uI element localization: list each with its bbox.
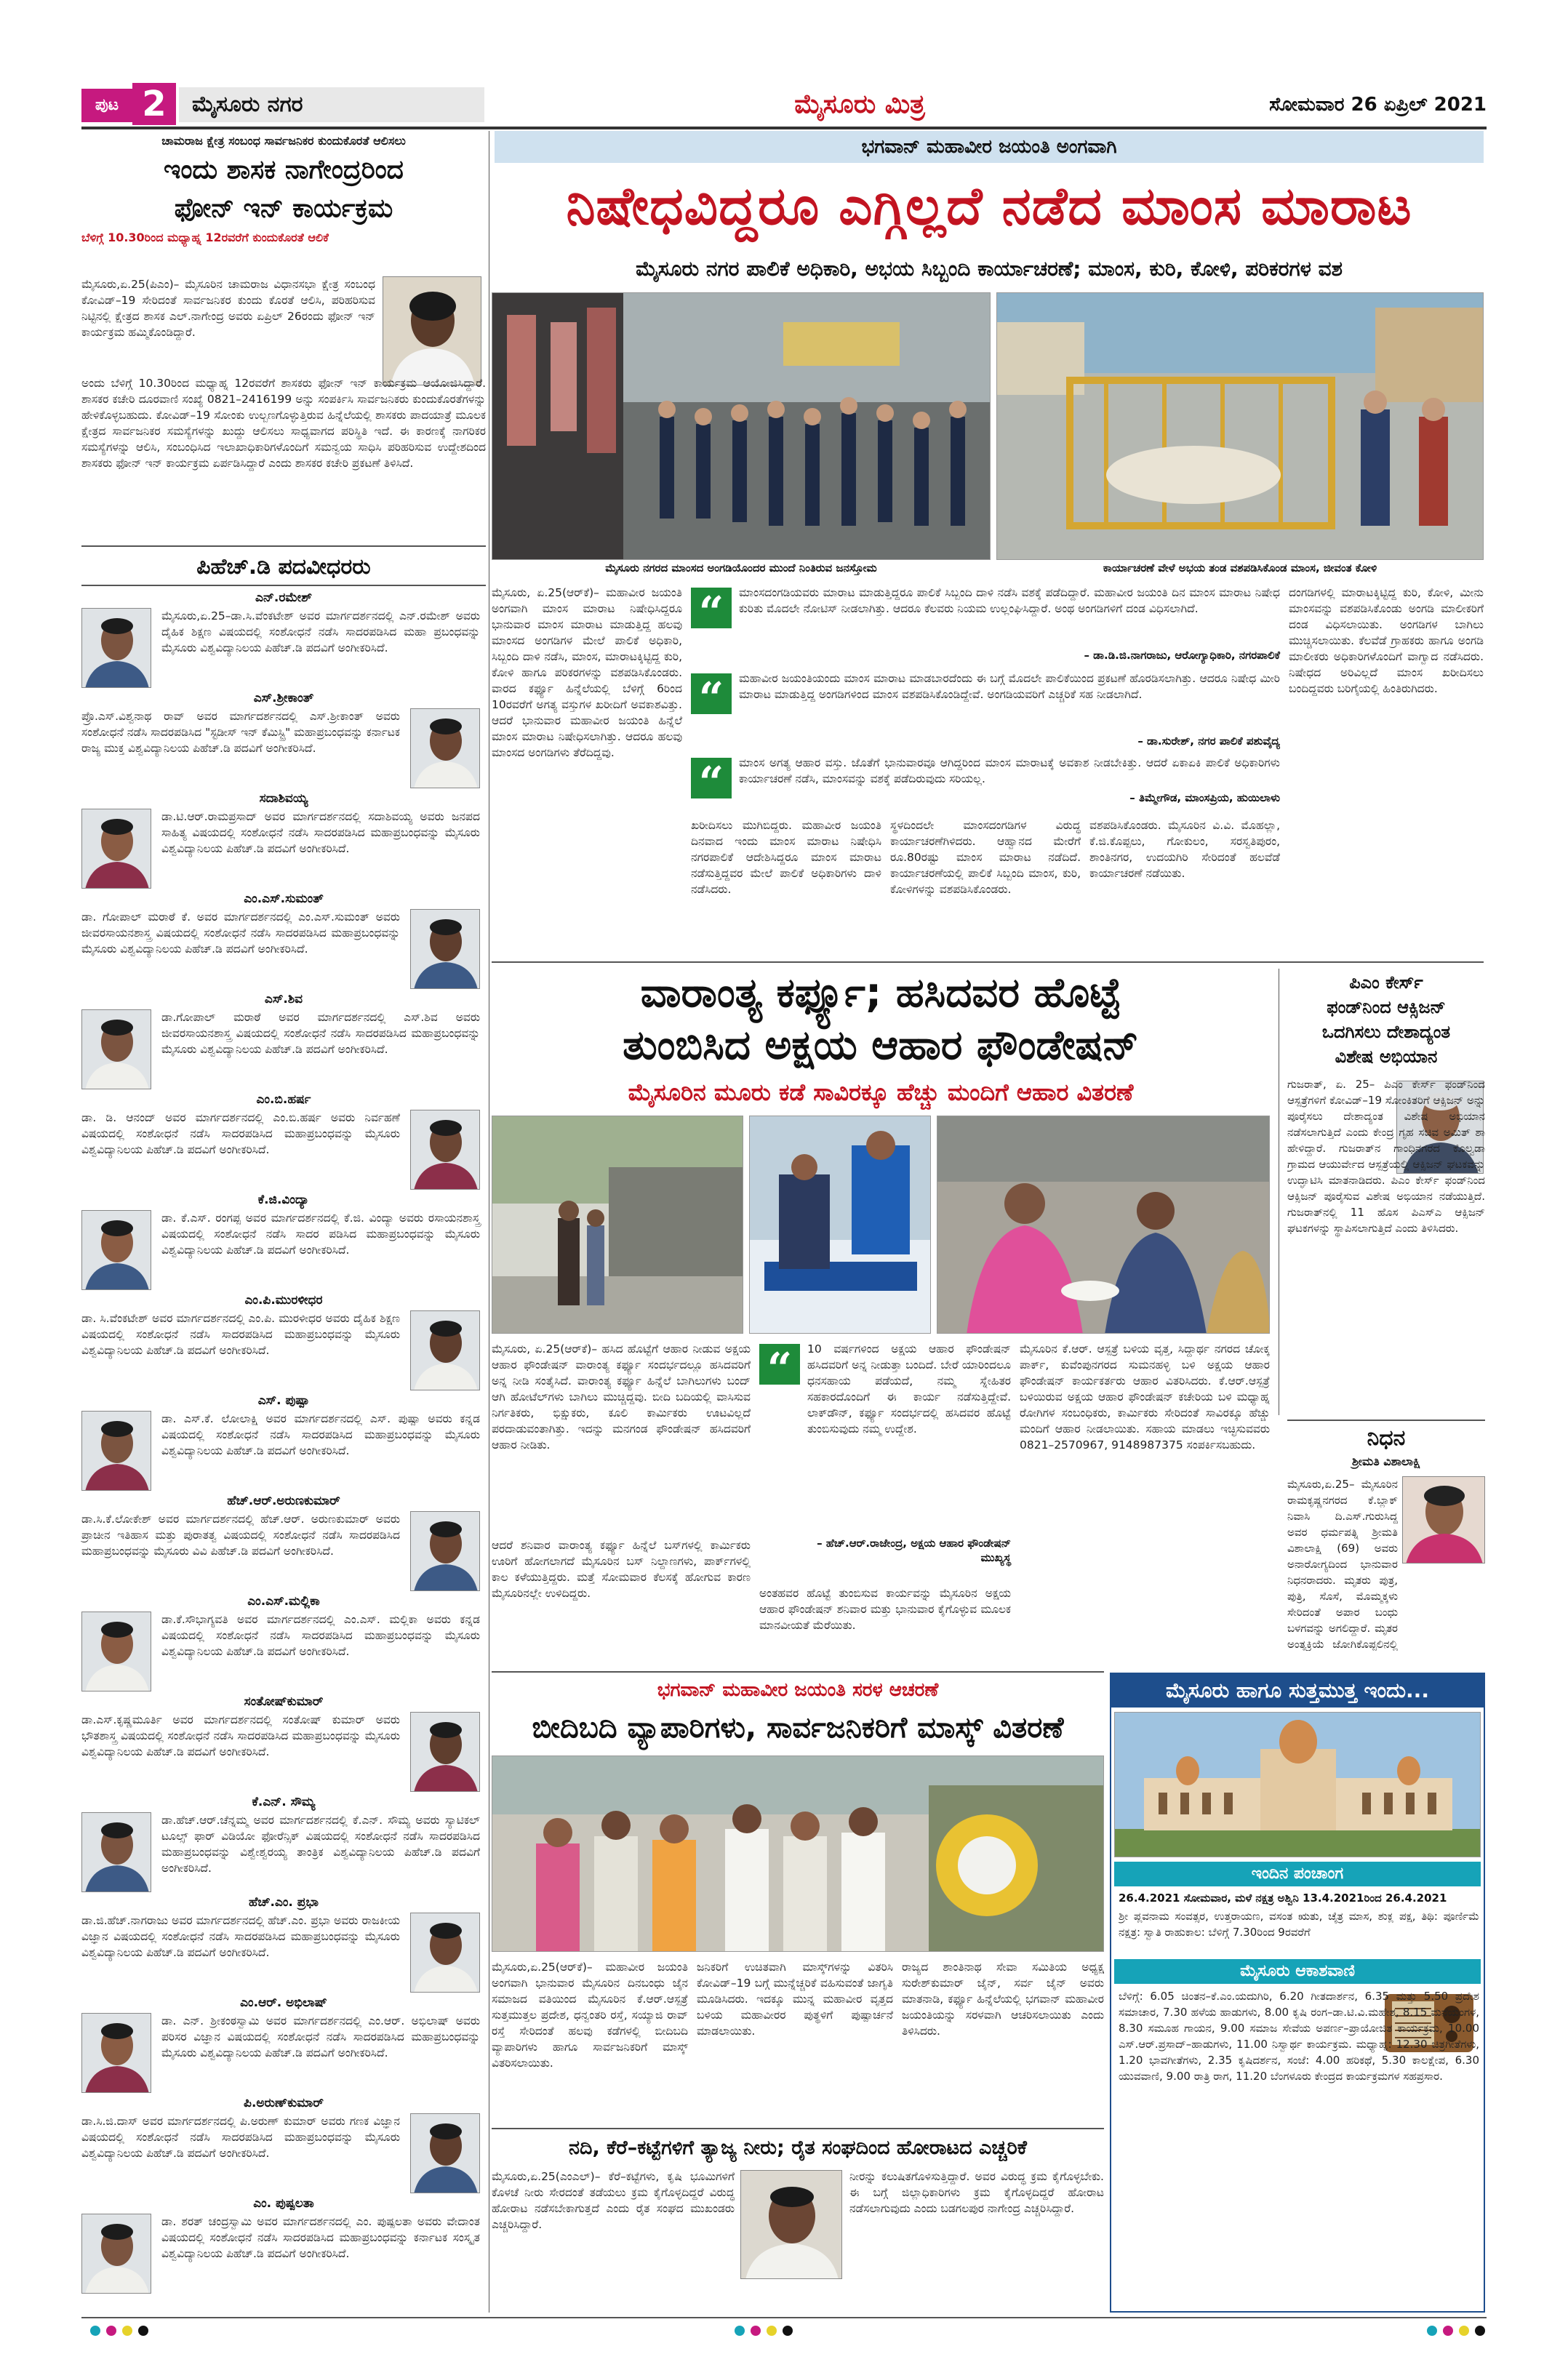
phd-profile-photo <box>410 909 480 989</box>
phd-profile-name: ಪಿ.ಅರುಣ್‌ಕುಮಾರ್ <box>244 2096 324 2110</box>
registration-dot <box>783 2326 793 2336</box>
phd-profile-name: ಕೆ.ಜಿ.ವಿಂದ್ಯಾ <box>257 1193 310 1207</box>
akshaya-col1: ಮೈಸೂರು, ಏ.25(ಆರ್‌ಕೆ)– ಹಸಿದ ಹೊಟ್ಟೆಗೆ ಆಹಾರ ನೀಡುವ ಅಕ್ಷಯ ಆಹಾರ ಫೌಂಡೇಷನ್ ವಾರಾಂತ್ಯ ಕರ್ಫ್ಯೂ ಸಂದರ್ಭದಲ್ಲೂ ಹಸಿದವರಿಗೆ ಅನ್ನ ನೀಡಿ ಸಂತೈಸಿದೆ. ವಾರಾಂತ್ಯ ಕರ್ಫ್ಯೂ ಹಿನ್ನೆಲೆ ಬಾಗಿಲುಗಳು ಬಂದ್ ಆಗಿ ಹೋಟೆಲ್‌ಗಳು ಬಾಗಿಲು ಮುಚ್ಚಿದ್ದವು. ಬೀದಿ ಬದಿಯಲ್ಲಿ ವಾಸಿಸುವ ನಿರ್ಗತಿಕರು, ಭಿಕ್ಷುಕರು, ಕೂಲಿ ಕಾರ್ಮಿಕರು ಊಟವಿಲ್ಲದೆ ಪರದಾಡುವಂತಾಗಿತ್ತು. ಇದನ್ನು ಮನಗಂಡ ಫೌಂಡೇಷನ್ ಹಸಿದವರಿಗೆ ಆಹಾರ ನೀಡಿತು. <box>492 1342 751 1452</box>
phd-profile <box>81 1193 486 1258</box>
phd-profile-body: ಡಾ.ಕೆ.ಸೌಭಾಗ್ಯವತಿ ಅವರ ಮಾರ್ಗದರ್ಶನದಲ್ಲಿ ಎಂ.ಎಸ್. ಮಲ್ಲಿಕಾ ಅವರು ಕನ್ನಡ ವಿಷಯದಲ್ಲಿ ಸಂಶೋಧನೆ ನಡೆಸಿ ಸಾದರಪಡಿಸಿದ ಮಹಾಪ್ರಬಂಧವನ್ನು ಮೈಸೂರು ವಿಶ್ವವಿದ್ಯಾನಿಲಯ ಪಿಹೆಚ್.ಡಿ ಪದವಿಗೆ ಅಂಗೀಕರಿಸಿದೆ. <box>161 1613 480 1658</box>
phonein-head2: ಫೋನ್ ಇನ್ ಕಾರ್ಯಕ್ರಮ <box>174 193 393 223</box>
phd-profile-body: ಡಾ.ಎಸ್.ಕೃಷ್ಣಮೂರ್ತಿ ಅವರ ಮಾರ್ಗದರ್ಶನದಲ್ಲಿ ಸಂತೋಷ್ ಕುಮಾರ್ ಅವರು ಭೌತಶಾಸ್ತ್ರ ವಿಷಯದಲ್ಲಿ ಸಂಶೋಧನೆ ನಡೆಸಿ ಸಾದರಪಡಿಸಿದ ಮಹಾಪ್ರಬಂಧವನ್ನು ಮೈಸೂರು ವಿಶ್ವವಿದ್ಯಾನಿಲಯ ಪಿಹೆಚ್.ಡಿ ಪದವಿಗೆ ಅಂಗೀಕರಿಸಿದೆ. <box>81 1713 400 1758</box>
akshaya-subhead: ಮೈಸೂರಿನ ಮೂರು ಕಡೆ ಸಾವಿರಕ್ಕೂ ಹೆಚ್ಚು ಮಂದಿಗೆ ಆಹಾರ ವಿತರಣೆ <box>628 1078 1134 1106</box>
masthead-rule <box>81 127 1487 129</box>
phd-profile-name: ಎನ್.ರಮೇಶ್ <box>255 590 312 605</box>
lead-caption-right: ಕಾರ್ಯಾಚರಣೆ ವೇಳೆ ಅಭಯ ತಂಡ ವಶಪಡಿಸಿಕೊಂಡ ಮಾಂಸ, ಜೀವಂತ ಕೋಳಿ <box>1103 561 1377 575</box>
lake-headline: ನದಿ, ಕೆರೆ–ಕಟ್ಟೆಗಳಿಗೆ ತ್ಯಾಜ್ಯ ನೀರು; ರೈತ ಸಂಘದಿಂದ ಹೋರಾಟದ ಎಚ್ಚರಿಕೆ <box>569 2137 1027 2159</box>
lead-quote2: ಮಹಾವೀರ ಜಯಂತಿಯಂದು ಮಾಂಸ ಮಾರಾಟ ಮಾಡಬಾರದೆಂದು ಈ ಬಗ್ಗೆ ಮೊದಲೇ ಪಾಲಿಕೆಯಿಂದ ಪ್ರಕಟಣೆ ಹೊರಡಿಸಲಾಗಿತ್ತು. ಆದರೂ ನಿಷೇಧ ಮೀರಿ ಮಾರಾಟ ಮಾಡುತ್ತಿದ್ದ ಅಂಗಡಿಗಳಿಂದ ಮಾಂಸ ವಶಪಡಿಸಿಕೊಂಡಿದ್ದೇವೆ. ಅಂಗಡಿಯವರಿಗೆ ಎಚ್ಚರಿಕೆ ಸಹ ನೀಡಲಾಗಿದೆ. <box>739 672 1280 701</box>
akshaya-quote-box <box>759 1341 1011 1581</box>
lead-subhead: ಮೈಸೂರು ನಗರ ಪಾಲಿಕೆ ಅಧಿಕಾರಿ, ಅಭಯ ಸಿಬ್ಬಂದಿ ಕಾರ್ಯಾಚರಣೆ; ಮಾಂಸ, ಕುರಿ, ಕೋಳಿ, ಪರಿಕರಗಳ ವಶ <box>636 257 1343 281</box>
akshaya-quote: 10 ವರ್ಷಗಳಿಂದ ಅಕ್ಷಯ ಆಹಾರ ಫೌಂಡೇಷನ್ ಹಸಿದವರಿಗೆ ಅನ್ನ ನೀಡುತ್ತಾ ಬಂದಿದೆ. ಬೇರೆ ಯಾರಿಂದಲೂ ಧನಸಹಾಯ ಪಡೆಯದೆ, ನಮ್ಮ ಸ್ನೇಹಿತರ ಸಹಕಾರದೊಂದಿಗೆ ಈ ಕಾರ್ಯ ನಡೆಸುತ್ತಿದ್ದೇವೆ. ಲಾಕ್‌ಡೌನ್, ಕರ್ಫ್ಯೂ ಸಂದರ್ಭದಲ್ಲಿ ಹಸಿದವರ ಹೊಟ್ಟೆ ತುಂಬಿಸುವುದು ನಮ್ಮ ಉದ್ದೇಶ. <box>807 1342 1011 1436</box>
pm-cares-box <box>1287 970 1485 1414</box>
phd-profile <box>81 1594 486 1660</box>
lead-quote3: ಮಾಂಸ ಅಗತ್ಯ ಆಹಾರ ವಸ್ತು. ಜೊತೆಗೆ ಭಾನುವಾರವೂ ಆಗಿದ್ದರಿಂದ ಮಾಂಸ ಮಾರಾಟಕ್ಕೆ ಅವಕಾಶ ನೀಡಬೇಕಿತ್ತು. ಆದರೆ ಏಕಾಏಕಿ ಪಾಲಿಕೆ ಅಧಿಕಾರಿಗಳು ಕಾರ್ಯಾಚರಣೆ ನಡೆಸಿ, ಮಾಂಸವನ್ನು ವಶಕ್ಕೆ ಪಡೆದಿರುವುದು ಸರಿಯಲ್ಲ. <box>739 756 1280 785</box>
akshaya-col4: ಮೈಸೂರಿನ ಕೆ.ಆರ್. ಆಸ್ಪತ್ರೆ ಬಳಿಯ ವೃತ್ತ, ಸಿದ್ದಾರ್ಥ ನಗರದ ಚೋಕ್ಕ ಪಾರ್ಕ್, ಕುವೆಂಪುನಗರದ ಸುಮನಹಳ್ಳಿ ಬಳಿ ಅಕ್ಷಯ ಆಹಾರ ಫೌಂಡೇಷನ್ ಕಾರ್ಯಕರ್ತರು ಆಹಾರ ವಿತರಿಸಿದರು. ಕೆ.ಆರ್.ಆಸ್ಪತ್ರೆ ಬಳಿಯಿರುವ ಅಕ್ಷಯ ಆಹಾರ ಫೌಂಡೇಷನ್ ಕಚೇರಿಯ ಬಳಿ ಮಧ್ಯಾಹ್ನ ರೋಗಿಗಳ ಸಂಬಂಧಿಕರು, ಕಾರ್ಮಿಕರು ಸೇರಿದಂತೆ ಸಾವಿರಕ್ಕೂ ಹೆಚ್ಚು ಮಂದಿಗೆ ಆಹಾರ ನೀಡಲಾಯಿತು. ಸಹಾಯ ಮಾಡಲು ಇಚ್ಛಿಸುವವರು 0821–2570967, 9148987375 ಸಂಪರ್ಕಿಸಬಹುದು. <box>1020 1342 1270 1452</box>
registration-dot <box>1427 2326 1437 2336</box>
radio-title: ಮೈಸೂರು ಆಕಾಶವಾಣಿ <box>1114 1959 1481 1984</box>
akshaya-head2: ತುಂಬಿಸಿದ ಅಕ್ಷಯ ಆಹಾರ ಫೌಂಡೇಷನ್ <box>623 1022 1139 1069</box>
page-number: 2 <box>132 83 176 125</box>
bottom-rule <box>81 2317 1487 2318</box>
masthead <box>81 83 1487 125</box>
phd-profile-photo <box>410 1511 480 1591</box>
obit-top-rule <box>1287 1420 1485 1421</box>
palace-photo <box>1114 1712 1481 1857</box>
phonein-body1: ಮೈಸೂರು,ಏ.25(ಪಿಎಂ)– ಮೈಸೂರಿನ ಚಾಮರಾಜ ವಿಧಾನಸಭಾ ಕ್ಷೇತ್ರ ಸಂಬಂಧ ಕೋವಿಡ್–19 ಸೇರಿದಂತೆ ಸಾರ್ವಜನಿಕರ ಕುಂದು ಕೊರತೆ ಆಲಿಸಿ, ಪರಿಹರಿಸುವ ನಿಟ್ಟಿನಲ್ಲಿ ಕ್ಷೇತ್ರದ ಶಾಸಕ ಎಲ್.ನಾಗೇಂದ್ರ ಅವರು ಏಪ್ರಿಲ್ 26ರಂದು ಫೋನ್ ಇನ್ ಕಾರ್ಯಕ್ರಮ ಹಮ್ಮಿಕೊಂಡಿದ್ದಾರೆ. <box>81 278 375 339</box>
section-name: ಮೈಸೂರು ನಗರ <box>179 87 484 122</box>
lead-headline: ನಿಷೇಧವಿದ್ದರೂ ಎಗ್ಗಿಲ್ಲದೆ ನಡೆದ ಮಾಂಸ ಮಾರಾಟ <box>566 175 1412 236</box>
pm-cares-head3: ಒದಗಿಸಲು ದೇಶಾದ್ಯಂತ <box>1321 1022 1451 1042</box>
phd-profile <box>81 992 486 1057</box>
phd-profile-photo <box>410 1110 480 1190</box>
phd-profile-body: ಡಾ.ಸಿ.ಜಿ.ದಾಸ್ ಅವರ ಮಾರ್ಗದರ್ಶನದಲ್ಲಿ ಪಿ.ಅರುಣ್ ಕುಮಾರ್ ಅವರು ಗಣಕ ವಿಜ್ಞಾನ ವಿಷಯದಲ್ಲಿ ಸಂಶೋಧನೆ ನಡೆಸಿ ಸಾದರಪಡಿಸಿದ ಮಹಾಪ್ರಬಂಧವನ್ನು ಮೈಸೂರು ವಿಶ್ವವಿದ್ಯಾನಿಲಯ ಪಿಹೆಚ್.ಡಿ ಪದವಿಗೆ ಅಂಗೀಕರಿಸಿದೆ. <box>81 2115 400 2160</box>
phd-profile <box>81 1795 486 1876</box>
panchanga-title: ಇಂದಿನ ಪಂಚಾಂಗ <box>1114 1862 1481 1886</box>
lead-col-c: ಸ್ಥಳದಿಂದಲೇ ಮಾಂಸದಂಗಡಿಗಳ ವಿರುದ್ಧ ಕಾರ್ಯಾಚರಣೆಗಿಳಿದರು. ಆಹ್ವಾನದ ಮೇರೆಗೆ ರೂ.80ರಷ್ಟು ಮಾಂಸ ಮಾರಾಟ ನಡೆದಿದೆ. ಕಾರ್ಯಾಚರಣೆಯಲ್ಲಿ ಪಾಲಿಕೆ ಸಿಬ್ಬಂದಿ ಮಾಂಸ, ಕುರಿ, ಕೋಳಿಗಳನ್ನು ವಶಪಡಿಸಿಕೊಂಡರು. <box>890 819 1081 896</box>
phd-profile-name: ಹೆಚ್.ಆರ್.ಅರುಣಕುಮಾರ್ <box>227 1494 340 1508</box>
phd-profile-name: ಕೆ.ಎನ್. ಸೌಮ್ಯ <box>252 1795 316 1809</box>
registration-dot <box>1475 2326 1485 2336</box>
phd-profile-name: ಎಂ.ಪಿ.ಮುರಳೀಧರ <box>244 1293 323 1308</box>
phd-profile-name: ಎಂ.ಎಸ್.ಸುಮಂತ್ <box>244 892 324 906</box>
registration-dot <box>106 2326 116 2336</box>
akshaya-photo-2 <box>749 1116 931 1334</box>
phd-profile-photo <box>81 2013 151 2093</box>
akshaya-quote-by: – ಹೆಚ್.ಆರ್.ರಾಜೇಂದ್ರ, ಅಕ್ಷಯ ಆಹಾರ ಫೌಂಡೇಷನ್ ಮುಖ್ಯಸ್ಥ <box>817 1537 1011 1564</box>
phd-profile <box>81 2096 486 2161</box>
lead-caption-left: ಮೈಸೂರು ನಗರದ ಮಾಂಸದ ಅಂಗಡಿಯೊಂದರ ಮುಂದೆ ನಿಂತಿರುವ ಜನಸ್ತೋಮ <box>605 561 877 575</box>
phd-profile <box>81 1293 486 1358</box>
phd-profile-body: ಡಾ.ಟಿ.ಆರ್.ರಾಮಪ್ರಸಾದ್ ಅವರ ಮಾರ್ಗದರ್ಶನದಲ್ಲಿ ಸದಾಶಿವಯ್ಯ ಅವರು ಜನಪದ ಸಾಹಿತ್ಯ ವಿಷಯದಲ್ಲಿ ಸಂಶೋಧನೆ ನಡೆಸಿ ಸಾದರಪಡಿಸಿದ ಮಹಾಪ್ರಬಂಧವನ್ನು ಮೈಸೂರು ವಿಶ್ವವಿದ್ಯಾನಿಲಯ ಪಿಹೆಚ್.ಡಿ ಪದವಿಗೆ ಅಂಗೀಕರಿಸಿದೆ. <box>161 810 480 855</box>
phd-profile-name: ಸದಾಶಿವಯ್ಯ <box>259 791 308 806</box>
phd-profile-photo <box>81 1210 151 1290</box>
phd-profile <box>81 1895 486 1961</box>
phd-profile <box>81 1393 486 1459</box>
lead-photo-right <box>996 292 1484 560</box>
phd-profile <box>81 1092 486 1158</box>
lake-col1: ಮೈಸೂರು,ಏ.25(ಎಂಎಲ್)– ಕೆರೆ–ಕಟ್ಟೆಗಳು, ಕೃಷಿ ಭೂಮಿಗಳಿಗೆ ಕೊಳಚೆ ನೀರು ಸೇರದಂತೆ ತಡೆಯಲು ಕ್ರಮ ಕೈಗೊಳ್ಳದಿದ್ದರೆ ವಿರುದ್ಧ ಹೋರಾಟ ನಡೆಸಬೇಕಾಗುತ್ತದೆ ಎಂದು ರೈತ ಸಂಘದ ಮುಖಂಡರು ಎಚ್ಚರಿಸಿದ್ದಾರೆ. <box>492 2170 735 2231</box>
phd-profile-name: ಸಂತೋಷ್‌ಕುಮಾರ್ <box>244 1694 324 1709</box>
phonein-kicker: ಚಾಮರಾಜ ಕ್ಷೇತ್ರ ಸಂಬಂಧ ಸಾರ್ವಜನಿಕರ ಕುಂದುಕೊರತೆ ಆಲಿಸಲು <box>161 134 406 148</box>
page-label: ಪುಟ <box>81 89 132 122</box>
panchanga-date: 26.4.2021 ಸೋಮವಾರ, ಮಳೆ ನಕ್ಷತ್ರ ಅಶ್ವಿನಿ 13.4.2021ರಿಂದ 26.4.2021 <box>1119 1891 1447 1905</box>
phonein-body2: ಅಂದು ಬೆಳಿಗ್ಗೆ 10.30ರಿಂದ ಮಧ್ಯಾಹ್ನ 12ರವರೆಗೆ ಶಾಸಕರು ಫೋನ್ ಇನ್ ಕಾರ್ಯಕ್ರಮ ಆಯೋಜಿಸಿದ್ದಾರೆ. ಶಾಸಕರ ಕಚೇರಿ ದೂರವಾಣಿ ಸಂಖ್ಯೆ 0821–2416199 ಅನ್ನು ಸಂಪರ್ಕಿಸಿ ಸಾರ್ವಜನಿಕರು ಕುಂದುಕೊರತೆಗಳನ್ನು ಹೇಳಿಕೊಳ್ಳಬಹುದು. ಕೋವಿಡ್–19 ಸೋಂಕು ಉಲ್ಬಣಗೊಳ್ಳುತ್ತಿರುವ ಹಿನ್ನೆಲೆಯಲ್ಲಿ ಶಾಸಕರು ಪಾದಯಾತ್ರೆ ಮೂಲಕ ಕ್ಷೇತ್ರದ ಸಾರ್ವಜನಿಕರ ಸಮಸ್ಯೆಗಳನ್ನು ಖುದ್ದು ಆಲಿಸಲು ಸಾಧ್ಯವಾಗದ ಪರಿಸ್ಥಿತಿ ಇದೆ. ಈ ಕಾರಣಕ್ಕೆ ನಾಗರಿಕರ ಸಮಸ್ಯೆಗಳನ್ನು ಆಲಿಸಿ, ಸಂಬಂಧಿಸಿದ ಇಲಾಖಾಧಿಕಾರಿಗಳೊಂದಿಗೆ ಸಮನ್ವಯ ಸಾಧಿಸಿ ಪರಿಹರಿಸುವ ಉದ್ದೇಶದಿಂದ ಶಾಸಕರು ಫೋನ್ ಇನ್ ಕಾರ್ಯಕ್ರಮ ಏರ್ಪಡಿಸಿದ್ದಾರೆ ಎಂದು ಶಾಸಕರ ಕಚೇರಿ ಪ್ರಕಟಣೆ ತಿಳಿಸಿದೆ. <box>81 377 486 470</box>
masks-col2: ಜನಿಕರಿಗೆ ಉಚಿತವಾಗಿ ಮಾಸ್ಕ್‌ಗಳನ್ನು ವಿತರಿಸಿ ಕೋವಿಡ್–19 ಬಗ್ಗೆ ಮುನ್ನೆಚ್ಚರಿಕೆ ವಹಿಸುವಂತೆ ಜಾಗೃತಿ ಮೂಡಿಸಿದರು. ಇದಕ್ಕೂ ಮುನ್ನ ಮಹಾವೀರ ವೃತ್ತದ ಬಳಿಯ ಮಹಾವೀರರ ಪುತ್ಥಳಿಗೆ ಪುಷ್ಪಾರ್ಚನೆ ಮಾಡಲಾಯಿತು. <box>697 1961 893 2038</box>
phd-profile-photo <box>81 1812 151 1892</box>
lake-photo <box>740 2170 842 2279</box>
lead-col-d: ವಶಪಡಿಸಿಕೊಂಡರು. ಮೈಸೂರಿನ ವಿ.ವಿ. ಮೊಹಲ್ಲಾ, ಕೆ.ಜಿ.ಕೊಪ್ಪಲು, ಗೋಕುಲಂ, ಸರಸ್ವತಿಪುರಂ, ಶಾಂತಿನಗರ, ಉದಯಗಿರಿ ಸೇರಿದಂತೆ ಹಲವೆಡೆ ಕಾರ್ಯಾಚರಣೆ ನಡೆಯಿತು. <box>1089 819 1280 880</box>
masks-col3: ರಾಜ್ಯದ ಶಾಂತಿನಾಥ ಸೇವಾ ಸಮಿತಿಯ ಅಧ್ಯಕ್ಷ ಸುರೇಶ್‌ಕುಮಾರ್ ಜೈನ್, ಸರ್ವ ಜೈನ್ ಅವರು ಮಾತನಾಡಿ, ಕರ್ಫ್ಯೂ ಹಿನ್ನೆಲೆಯಲ್ಲಿ ಭಗವಾನ್ ಮಹಾವೀರ ಜಯಂತಿಯನ್ನು ಸರಳವಾಗಿ ಆಚರಿಸಲಾಯಿತು ಎಂದು ತಿಳಿಸಿದರು. <box>902 1961 1104 2038</box>
phd-profile-name: ಎಸ್.ಶ್ರೀಕಾಂತ್ <box>253 691 314 705</box>
akshaya-col2: ಆದರೆ ಶನಿವಾರ ವಾರಾಂತ್ಯ ಕರ್ಫ್ಯೂ ಹಿನ್ನೆಲೆ ಬಸ್‌ಗಳಲ್ಲಿ ಕಾರ್ಮಿಕರು ಊರಿಗೆ ಹೋಗಲಾಗದೆ ಮೈಸೂರಿನ ಬಸ್ ನಿಲ್ದಾಣಗಳು, ಪಾರ್ಕ್‌ಗಳಲ್ಲಿ ಕಾಲ ಕಳೆಯುತ್ತಿದ್ದರು. ಮತ್ತೆ ಸೋಮವಾರ ಕೆಲಸಕ್ಕೆ ಹೋಗುವ ಕಾರಣ ಮೈಸೂರಿನಲ್ಲೇ ಉಳಿದಿದ್ದರು. <box>492 1539 751 1600</box>
phd-profile-photo <box>410 2113 480 2193</box>
panchanga-body: ಶ್ರೀ ಪ್ಲವನಾಮ ಸಂವತ್ಸರ, ಉತ್ತರಾಯಣ, ವಸಂತ ಋತು, ಚೈತ್ರ ಮಾಸ, ಶುಕ್ಲ ಪಕ್ಷ, ತಿಥಿ: ಪೂರ್ಣಿಮೆ ನಕ್ಷತ್ರ: ಸ್ವಾತಿ ರಾಹುಕಾಲ: ಬೆಳಿಗ್ಗೆ 7.30ರಿಂದ 9ರವರೆಗೆ <box>1119 1910 1479 1939</box>
akshaya-photo-3 <box>937 1116 1270 1334</box>
pm-cares-body: ಗುಜರಾತ್, ಏ. 25– ಪಿಎಂ ಕೇರ್ಸ್ ಫಂಡ್‌ನಿಂದ ಆಸ್ಪತ್ರೆಗಳಿಗೆ ಕೋವಿಡ್–19 ಸೋಂಕಿತರಿಗೆ ಆಕ್ಸಿಜನ್ ಅನ್ನು ಪೂರೈಸಲು ದೇಶಾದ್ಯಂತ ವಿಶೇಷ ಅಭಿಯಾನ ನಡೆಸಲಾಗುತ್ತಿದೆ ಎಂದು ಕೇಂದ್ರ ಗೃಹ ಸಚಿವ ಅಮಿತ್ ಶಾ ಹೇಳಿದ್ದಾರೆ. ಗುಜರಾತ್‌ನ ಗಾಂಧಿನಗರದ ಕೊಲ್ವಡಾ ಗ್ರಾಮದ ಆಯುರ್ವೇದ ಆಸ್ಪತ್ರೆಯಲ್ಲಿ ಆಕ್ಸಿಜನ್ ಘಟಕವನ್ನು ಉದ್ಘಾಟಿಸಿ ಮಾತನಾಡಿದರು. ಪಿಎಂ ಕೇರ್ಸ್ ಫಂಡ್‌ನಿಂದ ಆಕ್ಸಿಜನ್ ಪೂರೈಸುವ ವಿಶೇಷ ಅಭಿಯಾನ ನಡೆಯುತ್ತಿದೆ. ಗುಜರಾತ್‌ನಲ್ಲಿ 11 ಹೊಸ ಪಿಎಸ್ಎ ಆಕ್ಸಿಜನ್ ಘಟಕಗಳನ್ನು ಸ್ಥಾಪಿಸಲಾಗುತ್ತಿದೆ ಎಂದು ತಿಳಿಸಿದರು. <box>1287 1078 1485 1235</box>
pm-cares-head4: ವಿಶೇಷ ಅಭಿಯಾನ <box>1335 1046 1438 1067</box>
today-box <box>1110 1673 1485 2313</box>
phd-profile-name: ಎಂ.ಬಿ.ಹರ್ಷ <box>256 1092 311 1107</box>
phd-profile-name: ಎಂ.ಎಸ್.ಮಲ್ಲಿಕಾ <box>247 1594 320 1609</box>
phd-profile-body: ಡಾ.ಸಿ.ಕೆ.ಲೋಕೇಶ್ ಅವರ ಮಾರ್ಗದರ್ಶನದಲ್ಲಿ ಹೆಚ್.ಆರ್. ಅರುಣಕುಮಾರ್ ಅವರು ಪ್ರಾಚೀನ ಇತಿಹಾಸ ಮತ್ತು ಪುರಾತತ್ವ ವಿಷಯದಲ್ಲಿ ಸಂಶೋಧನೆ ನಡೆಸಿ ಸಾದರಪಡಿಸಿದ ಮಹಾಪ್ರಬಂಧವನ್ನು ಮೈಸೂರು ವಿವಿ ಪಿಹೆಚ್.ಡಿ ಪದವಿಗೆ ಅಂಗೀಕರಿಸಿದೆ. <box>81 1513 400 1558</box>
phd-profile-body: ಡಾ. ಎಸ್.ಕೆ. ಲೋಲಾಕ್ಷಿ ಅವರ ಮಾರ್ಗದರ್ಶನದಲ್ಲಿ ಎಸ್. ಪುಷ್ಪಾ ಅವರು ಕನ್ನಡ ವಿಷಯದಲ್ಲಿ ಸಂಶೋಧನೆ ನಡೆಸಿ ಸಾದರಪಡಿಸಿದ ಮಹಾಪ್ರಬಂಧವನ್ನು ಮೈಸೂರು ವಿಶ್ವವಿದ್ಯಾನಿಲಯ ಪಿಹೆಚ್.ಡಿ ಪದವಿಗೆ ಅಂಗೀಕರಿಸಿದೆ. <box>161 1412 480 1457</box>
obit-title: ನಿಧನ <box>1367 1425 1406 1451</box>
lead-bottom-rule <box>492 961 1484 963</box>
lead-quote1: ಮಾಂಸದಂಗಡಿಯವರು ಮಾರಾಟ ಮಾಡುತ್ತಿದ್ದರೂ ಪಾಲಿಕೆ ಸಿಬ್ಬಂದಿ ದಾಳಿ ನಡೆಸಿ ವಶಕ್ಕೆ ಪಡೆದಿದ್ದಾರೆ. ಮಹಾವೀರ ಜಯಂತಿ ದಿನ ಮಾಂಸ ಮಾರಾಟ ನಿಷೇಧ ಕುರಿತು ಮೊದಲೇ ನೋಟಿಸ್ ನೀಡಲಾಗಿತ್ತು. ಆದರೂ ಕೆಲವರು ನಿಯಮ ಉಲ್ಲಂಘಿಸಿದ್ದಾರೆ. ಅಂಥ ಅಂಗಡಿಗಳಿಗೆ ದಂಡ ವಿಧಿಸಲಾಗಿದೆ. <box>739 586 1280 615</box>
lead-quote-box <box>691 585 1280 810</box>
phd-top-rule <box>81 545 486 547</box>
lead-col-e: ದಂಗಡಿಗಳಲ್ಲಿ ಮಾರಾಟಕ್ಕಿಟ್ಟಿದ್ದ ಕುರಿ, ಕೋಳಿ, ಮೀನು ಮಾಂಸವನ್ನು ವಶಪಡಿಸಿಕೊಂಡು ಅಂಗಡಿ ಮಾಲೀಕರಿಗೆ ದಂಡ ವಿಧಿಸಲಾಯಿತು. ಅಂಗಡಿಗಳ ಬಾಗಿಲು ಮುಚ್ಚಿಸಲಾಯಿತು. ಕೆಲವೆಡೆ ಗ್ರಾಹಕರು ಹಾಗೂ ಅಂಗಡಿ ಮಾಲೀಕರು ಅಧಿಕಾರಿಗಳೊಂದಿಗೆ ವಾಗ್ವಾದ ನಡೆಸಿದರು. ನಿಷೇಧದ ಅರಿವಿಲ್ಲದೆ ಮಾಂಸ ಖರೀದಿಸಲು ಬಂದಿದ್ದವರು ಬರಿಗೈಯಲ್ಲಿ ಹಿಂತಿರುಗಿದರು. <box>1289 586 1484 695</box>
phd-profile-body: ಡಾ. ಶರತ್ ಚಂದ್ರಸ್ವಾಮಿ ಅವರ ಮಾರ್ಗದರ್ಶನದಲ್ಲಿ ಎಂ. ಪುಷ್ಪಲತಾ ಅವರು ವೇದಾಂತ ವಿಷಯದಲ್ಲಿ ಸಂಶೋಧನೆ ನಡೆಸಿ ಸಾದರಪಡಿಸಿದ ಮಹಾಪ್ರಬಂಧವನ್ನು ಕರ್ನಾಟಕ ಸಂಸ್ಕೃತ ವಿಶ್ವವಿದ್ಯಾನಿಲಯ ಪಿಹೆಚ್.ಡಿ ಪದವಿಗೆ ಅಂಗೀಕರಿಸಿದೆ. <box>161 2215 480 2260</box>
mla-photo <box>383 276 481 385</box>
phonein-story <box>81 134 486 541</box>
phd-profile <box>81 1694 486 1760</box>
registration-dot <box>138 2326 148 2336</box>
registration-dot <box>751 2326 761 2336</box>
pm-cares-head1: ಪಿಎಂ ಕೇರ್ಸ್ <box>1349 972 1423 993</box>
lead-quote3-by: – ತಿಮ್ಮೇಗೌಡ, ಮಾಂಸಪ್ರಿಯ, ಹುಯಿಲಾಳು <box>1129 791 1280 804</box>
phd-profile-body: ಡಾ. ಡಿ. ಆನಂದ್ ಅವರ ಮಾರ್ಗದರ್ಶನದಲ್ಲಿ ಎಂ.ಬಿ.ಹರ್ಷ ಅವರು ನಿರ್ವಹಣೆ ವಿಷಯದಲ್ಲಿ ಸಂಶೋಧನೆ ನಡೆಸಿ ಸಾದರಪಡಿಸಿದ ಮಹಾಪ್ರಬಂಧವನ್ನು ಮೈಸೂರು ವಿಶ್ವವಿದ್ಯಾನಿಲಯ ಪಿಹೆಚ್.ಡಿ ಪದವಿಗೆ ಅಂಗೀಕರಿಸಿದೆ. <box>81 1111 400 1156</box>
registration-dot <box>1443 2326 1453 2336</box>
pm-cares-head2: ಫಂಡ್‌ನಿಂದ ಆಕ್ಸಿಜನ್ <box>1327 997 1446 1017</box>
phd-profile <box>81 892 486 957</box>
registration-dot <box>90 2326 100 2336</box>
phd-profile-body: ಡಾ. ಗೋಪಾಲ್ ಮರಾಠೆ ಕೆ. ಅವರ ಮಾರ್ಗದರ್ಶನದಲ್ಲಿ ಎಂ.ಎಸ್.ಸುಮಂತ್ ಅವರು ಜೀವರಸಾಯನಶಾಸ್ತ್ರ ವಿಷಯದಲ್ಲಿ ಸಂಶೋಧನೆ ನಡೆಸಿ ಸಾದರಪಡಿಸಿದ ಮಹಾಪ್ರಬಂಧವನ್ನು ಮೈಸೂರು ವಿಶ್ವವಿದ್ಯಾನಿಲಯ ಪಿಹೆಚ್.ಡಿ ಪದವಿಗೆ ಅಂಗೀಕರಿಸಿದೆ. <box>81 910 400 956</box>
paper-name: ಮೈಸೂರು ಮಿತ್ರ <box>794 89 925 119</box>
obit-body: ಮೈಸೂರು,ಏ.25– ಮೈಸೂರಿನ ರಾಮಕೃಷ್ಣನಗರದ ಕೆ.ಬ್ಲಾಕ್ ನಿವಾಸಿ ದಿ.ಎಸ್.ಗುರುಸಿದ್ದ ಅವರ ಧರ್ಮಪತ್ನಿ ಶ್ರೀಮತಿ ವಿಶಾಲಾಕ್ಷಿ (69) ಅವರು ಅನಾರೋಗ್ಯದಿಂದ ಭಾನುವಾರ ನಿಧನರಾದರು. ಮೃತರು ಪುತ್ರ, ಪುತ್ರಿ, ಸೊಸೆ, ಮೊಮ್ಮಕ್ಕಳು ಸೇರಿದಂತೆ ಅಪಾರ ಬಂಧು ಬಳಗವನ್ನು ಅಗಲಿದ್ದಾರೆ. ಮೃತರ ಅಂತ್ಯಕ್ರಿಯೆ ಜೋಗಿಕೊಪ್ಪಲಿನಲ್ಲಿ <box>1287 1478 1398 1651</box>
phd-profile-body: ಪ್ರೊ.ಎಸ್.ವಿಶ್ವನಾಥ ರಾವ್ ಅವರ ಮಾರ್ಗದರ್ಶನದಲ್ಲಿ ಎಸ್.ಶ್ರೀಕಾಂತ್ ಅವರು ಸಂಶೋಧನೆ ನಡೆಸಿ ಸಾದರಪಡಿಸಿದ "ಸ್ಟಡೀಸ್ ಇನ್ ಕೆಮಿಸ್ಟ್ರಿ" ಮಹಾಪ್ರಬಂಧವನ್ನು ಕರ್ನಾಟಕ ರಾಜ್ಯ ಮುಕ್ತ ವಿಶ್ವವಿದ್ಯಾನಿಲಯ ಪಿಹೆಚ್.ಡಿ ಪದವಿಗೆ ಅಂಗೀಕರಿಸಿದೆ. <box>81 710 400 755</box>
phd-profile-photo <box>410 1712 480 1792</box>
phd-profile <box>81 2196 486 2262</box>
phd-profile <box>81 791 486 857</box>
akshaya-head1: ವಾರಾಂತ್ಯ ಕರ್ಫ್ಯೂ; ಹಸಿದವರ ಹೊಟ್ಟೆ <box>640 969 1121 1017</box>
registration-dot <box>1459 2326 1469 2336</box>
phd-title-rule <box>81 585 486 586</box>
akshaya-photo-1 <box>492 1116 743 1334</box>
phd-profile-photo <box>81 809 151 889</box>
phd-profile-body: ಮೈಸೂರು,ಏ.25–ಡಾ.ಸಿ.ವೆಂಕಟೇಶ್ ಅವರ ಮಾರ್ಗದರ್ಶನದಲ್ಲಿ ಎನ್.ರಮೇಶ್ ಅವರು ದೈಹಿಕ ಶಿಕ್ಷಣ ವಿಷಯದಲ್ಲಿ ಸಂಶೋಧನೆ ನಡೆಸಿ ಸಾದರಪಡಿಸಿದ ಮಹಾ ಪ್ರಬಂಧವನ್ನು ಮೈಸೂರು ವಿಶ್ವವಿದ್ಯಾನಿಲಯ ಪಿಹೆಚ್.ಡಿ ಪದವಿಗೆ ಅಂಗೀಕರಿಸಿದೆ. <box>161 609 480 654</box>
lead-col-b: ಖರೀದಿಸಲು ಮುಗಿಬಿದ್ದರು. ಮಹಾವೀರ ಜಯಂತಿ ದಿನವಾದ ಇಂದು ಮಾಂಸ ಮಾರಾಟ ನಿಷೇಧಿಸಿ ನಗರಪಾಲಿಕೆ ಆದೇಶಿಸಿದ್ದರೂ ಮಾಂಸ ಮಾರಾಟ ನಡೆಸುತ್ತಿದ್ದವರ ಮೇಲೆ ಪಾಲಿಕೆ ಅಧಿಕಾರಿಗಳು ದಾಳಿ ನಡೆಸಿದರು. <box>691 819 881 896</box>
phd-profile-photo <box>81 608 151 688</box>
masks-headline: ಬೀದಿಬದಿ ವ್ಯಾಪಾರಿಗಳು, ಸಾರ್ವಜನಿಕರಿಗೆ ಮಾಸ್ಕ್ ವಿತರಣೆ <box>532 1711 1064 1745</box>
phd-profile-name: ಹೆಚ್.ಎಂ. ಪ್ರಭಾ <box>248 1895 319 1910</box>
phd-profile-body: ಡಾ.ಹೆಚ್.ಆರ್.ಚೆನ್ನಮ್ಮ ಅವರ ಮಾರ್ಗದರ್ಶನದಲ್ಲಿ ಕೆ.ಎನ್. ಸೌಮ್ಯ ಅವರು ಸ್ಯಾಟಿಕಲ್ ಟೂಲ್ಸ್ ಫಾರ್ ವಿಡಿಯೋ ಫೋರೆನ್ಸಿಕ್ ವಿಷಯದಲ್ಲಿ ಸಂಶೋಧನೆ ನಡೆಸಿ ಸಾದರಪಡಿಸಿದ ಮಹಾಪ್ರಬಂಧವನ್ನು ವಿಶ್ವೇಶ್ವರಯ್ಯ ತಾಂತ್ರಿಕ ವಿಶ್ವವಿದ್ಯಾನಿಲಯ ಪಿಹೆಚ್.ಡಿ ಪದವಿಗೆ ಅಂಗೀಕರಿಸಿದೆ. <box>161 1814 480 1875</box>
phd-profile <box>81 590 486 656</box>
obit-name: ಶ್ರೀಮತಿ ವಿಶಾಲಾಕ್ಷಿ <box>1351 1454 1421 1468</box>
phd-profile-photo <box>81 1612 151 1692</box>
phd-profile-photo <box>410 1310 480 1390</box>
lead-col1: ಮೈಸೂರು, ಏ.25(ಆರ್‌ಕೆ)– ಮಹಾವೀರ ಜಯಂತಿ ಅಂಗವಾಗಿ ಮಾಂಸ ಮಾರಾಟ ನಿಷೇಧಿಸಿದ್ದರೂ ಭಾನುವಾರ ಮಾಂಸ ಮಾರಾಟ ಮಾಡುತ್ತಿದ್ದ ಹಲವು ಮಾಂಸದ ಅಂಗಡಿಗಳ ಮೇಲೆ ಪಾಲಿಕೆ ಅಧಿಕಾರಿ, ಸಿಬ್ಬಂದಿ ದಾಳಿ ನಡೆಸಿ, ಮಾಂಸ, ಮಾರಾಟಕ್ಕಿಟ್ಟಿದ್ದ ಕುರಿ, ಕೋಳಿ ಹಾಗೂ ಪರಿಕರಗಳನ್ನು ವಶಪಡಿಸಿಕೊಂಡರು. ವಾರದ ಕರ್ಫ್ಯೂ ಹಿನ್ನೆಲೆಯಲ್ಲಿ ಬೆಳಿಗ್ಗೆ 6ರಿಂದ 10ರವರೆಗೆ ಅಗತ್ಯ ವಸ್ತುಗಳ ಖರೀದಿಗೆ ಅವಕಾಶವಿತ್ತು. ಆದರೆ ಭಾನುವಾರ ಮಹಾವೀರ ಜಯಂತಿ ಹಿನ್ನೆಲೆ ಮಾಂಸ ಮಾರಾಟ ನಿಷೇಧಿಸಲಾಗಿತ್ತು. ಆದರೂ ಹಲವು ಮಾಂಸದ ಅಂಗಡಿಗಳು ತೆರೆದಿದ್ದವು. <box>492 586 682 759</box>
phonein-strap: ಬೆಳಿಗ್ಗೆ 10.30ರಿಂದ ಮಧ್ಯಾಹ್ನ 12ರವರೆಗೆ ಕುಂದುಕೊರತೆ ಆಲಿಕೆ <box>81 231 329 244</box>
lake-col2: ನೀರನ್ನು ಕಲುಷಿತಗೊಳಿಸುತ್ತಿದ್ದಾರೆ. ಅವರ ವಿರುದ್ಧ ಕ್ರಮ ಕೈಗೊಳ್ಳಬೇಕು. ಈ ಬಗ್ಗೆ ಜಿಲ್ಲಾಧಿಕಾರಿಗಳು ಕ್ರಮ ಕೈಗೊಳ್ಳದಿದ್ದರೆ ಹೋರಾಟ ನಡೆಸಲಾಗುವುದು ಎಂದು ಬಡಗಲಪುರ ನಾಗೇಂದ್ರ ಎಚ್ಚರಿಸಿದ್ದಾರೆ. <box>849 2170 1104 2215</box>
phd-title: ಪಿಹೆಚ್.ಡಿ ಪದವೀಧರರು <box>196 554 371 580</box>
phd-profile-name: ಎಂ. ಪುಷ್ಪಲತಾ <box>253 2196 314 2211</box>
radio-body: ಬೆಳಿಗ್ಗೆ: 6.05 ಚಿಂತನ–ಕೆ.ಎಂ.ಯದುಗಿರಿ, 6.20 ಗೀತದಾರ್ಶನ, 6.35 ಮತ್ತು 5.50 ಪ್ರದೇಶ ಸಮಾಚಾರ, 7.30 ಹಳೆಯ ಹಾಡುಗಳು, 8.00 ಕೃಷಿ ರಂಗ–ಡಾ.ಟಿ.ವಿ.ಮಹೇಶ, 8.15 ಮನೆಯಂಗಳ, 8.30 ಸಮೂಹ ಗಾಯನ, 9.00 ಸಮಾಜ ಸೇವೆಯ ಅಪರ್ಣ–ಪ್ರಾಯೋಜಿತ ಕಾರ್ಯಕ್ರಮ, 10.00 ಎಸ್.ಆರ್.ಪ್ರಸಾದ್–ಹಾಡುಗಳು, 11.00 ನಿಸ್ವಾರ್ಥ ಕಾರ್ಯಕ್ರಮ. ಮಧ್ಯಾಹ್ನ: 12.30 ಚಿತ್ರಗೀತೆಗಳು, 1.20 ಭಾವಗೀತೆಗಳು, 2.35 ಕೃಷಿದರ್ಶನ, ಸಂಜೆ: 4.00 ಹರಿಕಥೆ, 5.30 ಕಾಲಕ್ಷೇಪ, 6.30 ಯುವವಾಣಿ, 9.00 ರಾತ್ರಿ ರಾಗ, 11.20 ಬೆಂಗಳೂರು ಕೇಂದ್ರದ ಕಾರ್ಯಕ್ರಮಗಳ ಸಹಪ್ರಸಾರ. <box>1119 1990 1479 2083</box>
phd-profile <box>81 1494 486 1559</box>
masks-top-rule <box>492 1671 1104 1673</box>
phonein-head1: ಇಂದು ಶಾಸಕ ನಾಗೇಂದ್ರರಿಂದ <box>164 155 404 185</box>
quote-mark-icon: “ <box>759 1344 800 1385</box>
quote-mark-icon: “ <box>691 758 732 798</box>
lead-quote1-by: – ಡಾ.ಡಿ.ಜಿ.ನಾಗರಾಜು, ಆರೋಗ್ಯಾಧಿಕಾರಿ, ನಗರಪಾಲಿಕೆ <box>1084 649 1280 662</box>
phd-profile-name: ಎಸ್.ಶಿವ <box>264 992 303 1006</box>
phd-profile-photo <box>81 1009 151 1089</box>
phd-profile-photo <box>410 708 480 788</box>
phd-profile-body: ಡಾ. ಸಿ.ವೆಂಕಟೇಶ್ ಅವರ ಮಾರ್ಗದರ್ಶನದಲ್ಲಿ ಎಂ.ಪಿ. ಮುರಳೀಧರ ಅವರು ದೈಹಿಕ ಶಿಕ್ಷಣ ವಿಷಯದಲ್ಲಿ ಸಂಶೋಧನೆ ನಡೆಸಿ ಸಾದರಪಡಿಸಿದ ಮಹಾಪ್ರಬಂಧವನ್ನು ಮೈಸೂರು ವಿಶ್ವವಿದ್ಯಾನಿಲಯ ಪಿಹೆಚ್.ಡಿ ಪದವಿಗೆ ಅಂಗೀಕರಿಸಿದೆ. <box>81 1312 400 1357</box>
phd-profile-body: ಡಾ.ಗೋಪಾಲ್ ಮರಾಠೆ ಅವರ ಮಾರ್ಗದರ್ಶನದಲ್ಲಿ ಎಸ್.ಶಿವ ಅವರು ಜೀವರಸಾಯನಶಾಸ್ತ್ರ ವಿಷಯದಲ್ಲಿ ಸಂಶೋಧನೆ ನಡೆಸಿ ಸಾದರಪಡಿಸಿದ ಮಹಾಪ್ರಬಂಧವನ್ನು ಮೈಸೂರು ವಿಶ್ವವಿದ್ಯಾನಿಲಯ ಪಿಹೆಚ್.ಡಿ ಪದವಿಗೆ ಅಂಗೀಕರಿಸಿದೆ. <box>161 1011 480 1056</box>
registration-dot <box>735 2326 745 2336</box>
phd-profile-body: ಡಾ. ಎನ್. ಶ್ರೀಕಂಠಸ್ವಾಮಿ ಅವರ ಮಾರ್ಗದರ್ಶನದಲ್ಲಿ ಎಂ.ಆರ್. ಅಭಿಲಾಷ್ ಅವರು ಪರಿಸರ ವಿಜ್ಞಾನ ವಿಷಯದಲ್ಲಿ ಸಂಶೋಧನೆ ನಡೆಸಿ ಸಾದರಪಡಿಸಿದ ಮಹಾಪ್ರಬಂಧವನ್ನು ಮೈಸೂರು ವಿಶ್ವವಿದ್ಯಾನಿಲಯ ಪಿಹೆಚ್.ಡಿ ಪದವಿಗೆ ಅಂಗೀಕರಿಸಿದೆ. <box>161 2014 480 2059</box>
phd-profile-name: ಎಸ್. ಪುಷ್ಪಾ <box>257 1393 310 1408</box>
masks-photo <box>492 1756 1104 1952</box>
registration-dot <box>767 2326 777 2336</box>
quote-mark-icon: “ <box>691 673 732 714</box>
akshaya-col3: ಅಂತಹವರ ಹೊಟ್ಟೆ ತುಂಬಿಸುವ ಕಾರ್ಯವನ್ನು ಮೈಸೂರಿನ ಅಕ್ಷಯ ಆಹಾರ ಫೌಂಡೇಷನ್ ಶನಿವಾರ ಮತ್ತು ಭಾನುವಾರ ಕೈಗೊಳ್ಳುವ ಮೂಲಕ ಮಾನವೀಯತೆ ಮೆರೆಯಿತು. <box>759 1587 1011 1632</box>
lead-photo-left <box>492 292 991 560</box>
phd-profile-photo <box>81 2214 151 2294</box>
lead-quote2-by: – ಡಾ.ಸುರೇಶ್, ನಗರ ಪಾಲಿಕೆ ಪಶುವೈದ್ಯ <box>1137 734 1280 748</box>
masks-kicker: ಭಗವಾನ್ ಮಹಾವೀರ ಜಯಂತಿ ಸರಳ ಆಚರಣೆ <box>657 1679 939 1701</box>
lead-kicker: ಭಗವಾನ್ ಮಹಾವೀರ ಜಯಂತಿ ಅಂಗವಾಗಿ <box>861 136 1117 158</box>
masks-col1: ಮೈಸೂರು,ಏ.25(ಆರ್‌ಕೆ)– ಮಹಾವೀರ ಜಯಂತಿ ಅಂಗವಾಗಿ ಭಾನುವಾರ ಮೈಸೂರಿನ ದಿನಬಂಧು ಜೈನ ಸಮಾಜದ ವತಿಯಿಂದ ಮೈಸೂರಿನ ಕೆ.ಆರ್.ಆಸ್ಪತ್ರೆ ಸುತ್ತಮುತ್ತಲ ಪ್ರದೇಶ, ಧನ್ವಂತರಿ ರಸ್ತೆ, ಸಯ್ಯಾಜಿ ರಾವ್ ರಸ್ತೆ ಸೇರಿದಂತೆ ಹಲವು ಕಡೆಗಳಲ್ಲಿ ಬೀದಿಬದಿ ವ್ಯಾಪಾರಿಗಳು ಹಾಗೂ ಸಾರ್ವಜನಿಕರಿಗೆ ಮಾಸ್ಕ್ ವಿತರಿಸಲಾಯಿತು. <box>492 1961 688 2070</box>
phd-profile-photo <box>81 1411 151 1491</box>
issue-date: ಸೋಮವಾರ 26 ಏಪ್ರಿಲ್ 2021 <box>1269 94 1487 116</box>
phd-profile-body: ಡಾ.ಜಿ.ಹೆಚ್.ನಾಗರಾಜು ಅವರ ಮಾರ್ಗದರ್ಶನದಲ್ಲಿ ಹೆಚ್.ಎಂ. ಪ್ರಭಾ ಅವರು ರಾಜಕೀಯ ವಿಜ್ಞಾನ ವಿಷಯದಲ್ಲಿ ಸಂಶೋಧನೆ ನಡೆಸಿ ಸಾದರಪಡಿಸಿದ ಮಹಾಪ್ರಬಂಧವನ್ನು ಮೈಸೂರು ವಿಶ್ವವಿದ್ಯಾನಿಲಯ ಪಿಹೆಚ್.ಡಿ ಪದವಿಗೆ ಅಂಗೀಕರಿಸಿದೆ. <box>81 1914 400 1959</box>
phd-profile <box>81 691 486 756</box>
phd-profile-photo <box>410 1913 480 1993</box>
lake-top-rule <box>492 2128 1104 2129</box>
obit-photo <box>1402 1476 1485 1564</box>
phd-profile-name: ಎಂ.ಆರ್. ಅಭಿಲಾಷ್ <box>240 1995 327 2010</box>
registration-dot <box>122 2326 132 2336</box>
phd-profile-body: ಡಾ. ಕೆ.ಎಸ್. ರಂಗಪ್ಪ ಅವರ ಮಾರ್ಗದರ್ಶನದಲ್ಲಿ ಕೆ.ಜಿ. ವಿಂದ್ಯಾ ಅವರು ರಸಾಯನಶಾಸ್ತ್ರ ವಿಷಯದಲ್ಲಿ ಸಂಶೋಧನೆ ನಡೆಸಿ ಸಾದರ ಪಡಿಸಿದ ಮಹಾಪ್ರಬಂಧವನ್ನು ಮೈಸೂರು ವಿಶ್ವವಿದ್ಯಾನಿಲಯ ಪಿಹೆಚ್.ಡಿ ಪದವಿಗೆ ಅಂಗೀಕರಿಸಿದೆ. <box>161 1212 481 1257</box>
today-title: ಮೈಸೂರು ಹಾಗೂ ಸುತ್ತಮುತ್ತ ಇಂದು... <box>1111 1674 1484 1708</box>
phd-profile <box>81 1995 486 2061</box>
quote-mark-icon: “ <box>691 588 732 628</box>
